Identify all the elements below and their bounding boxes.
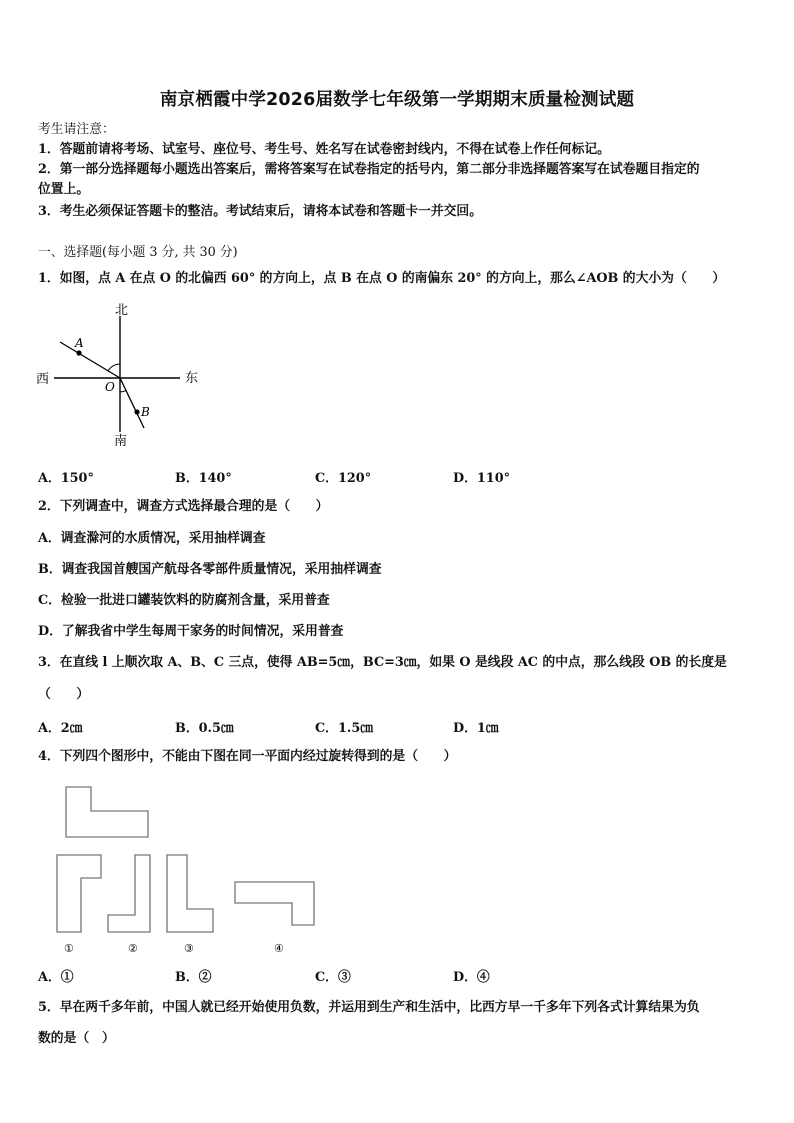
point-a xyxy=(76,350,81,355)
q4-option-c: C．③ xyxy=(315,970,351,985)
notice-item-2: 2．第一部分选择题每小题选出答案后，需将答案写在试卷指定的括号内，第二部分非选择题答案写在试卷题目指定的 xyxy=(38,162,700,177)
q4-option-d: D．④ xyxy=(453,970,490,985)
ray-ob xyxy=(120,378,144,428)
q5-stem-cont: 数的是（ ） xyxy=(38,1031,115,1046)
label-north: 北 xyxy=(115,303,129,318)
notice-item-2-cont: 位置上。 xyxy=(38,182,90,197)
shape-2-label: ② xyxy=(128,942,138,955)
q3-stem-cont: （ ） xyxy=(38,687,90,702)
q4-option-a: A．① xyxy=(38,970,74,985)
ray-oa xyxy=(60,342,120,378)
shape-4-label: ④ xyxy=(274,942,284,955)
q4-option-b: B．② xyxy=(175,970,212,985)
shape-1 xyxy=(57,855,101,932)
shape-3 xyxy=(167,855,213,932)
q4-stem: 4．下列四个图形中，不能由下图在同一平面内经过旋转得到的是（ ） xyxy=(38,749,457,764)
q3-stem: 3．在直线 l 上顺次取 A、B、C 三点，使得 AB=5㎝，BC=3㎝，如果 O 是线段 AC 的中点，那么线段 OB 的长度是 xyxy=(38,655,727,670)
label-east: 东 xyxy=(185,371,199,386)
q2-stem: 2．下列调查中，调查方式选择最合理的是（ ） xyxy=(38,499,329,514)
shape-2 xyxy=(108,855,150,932)
compass-figure xyxy=(34,296,214,452)
q1-option-d: D．110° xyxy=(453,471,511,486)
shape-3-label: ③ xyxy=(184,942,194,955)
q2-option-c: C．检验一批进口罐装饮料的防腐剂含量，采用普查 xyxy=(38,593,330,608)
q2-option-d: D．了解我省中学生每周干家务的时间情况，采用普查 xyxy=(38,624,344,639)
shape-1-label: ① xyxy=(64,942,74,955)
angle-arc-b xyxy=(120,391,126,392)
q2-option-a: A．调查滁河的水质情况，采用抽样调查 xyxy=(38,531,266,546)
notice-item-3: 3．考生必须保证答题卡的整洁。考试结束后，请将本试卷和答题卡一并交回。 xyxy=(38,204,482,219)
q5-stem: 5．早在两千多年前，中国人就已经开始使用负数，并运用到生产和生活中，比西方早一千多年下列各式计算结果为负 xyxy=(38,1000,700,1015)
label-south: 南 xyxy=(114,434,128,449)
reference-shape xyxy=(66,787,148,837)
page-title: 南京栖霞中学2026届数学七年级第一学期期末质量检测试题 xyxy=(159,90,635,110)
label-west: 西 xyxy=(36,372,50,387)
q3-option-d: D．1㎝ xyxy=(453,721,499,736)
q1-option-b: B．140° xyxy=(175,471,232,486)
q3-option-c: C．1.5㎝ xyxy=(315,721,374,736)
q2-option-b: B．调查我国首艘国产航母各零部件质量情况，采用抽样调查 xyxy=(38,562,382,577)
notice-item-1: 1．答题前请将考场、试室号、座位号、考生号、姓名写在试卷密封线内，不得在试卷上作任何标记。 xyxy=(38,142,610,157)
label-a: A xyxy=(75,336,84,350)
section-heading: 一、选择题(每小题 3 分, 共 30 分) xyxy=(38,245,238,260)
label-b: B xyxy=(141,405,150,419)
angle-arc-a xyxy=(108,364,120,371)
point-b xyxy=(134,409,139,414)
rotation-figures xyxy=(50,780,330,958)
q1-option-a: A．150° xyxy=(38,471,94,486)
q3-option-a: A．2㎝ xyxy=(38,721,83,736)
shape-4 xyxy=(235,882,314,925)
q1-stem: 1．如图，点 A 在点 O 的北偏西 60° 的方向上，点 B 在点 O 的南偏东 20° 的方向上，那么∠AOB 的大小为（ ） xyxy=(38,271,726,286)
q1-option-c: C．120° xyxy=(315,471,372,486)
notice-heading: 考生请注意： xyxy=(38,122,115,137)
label-o: O xyxy=(105,380,115,394)
q3-option-b: B．0.5㎝ xyxy=(175,721,234,736)
